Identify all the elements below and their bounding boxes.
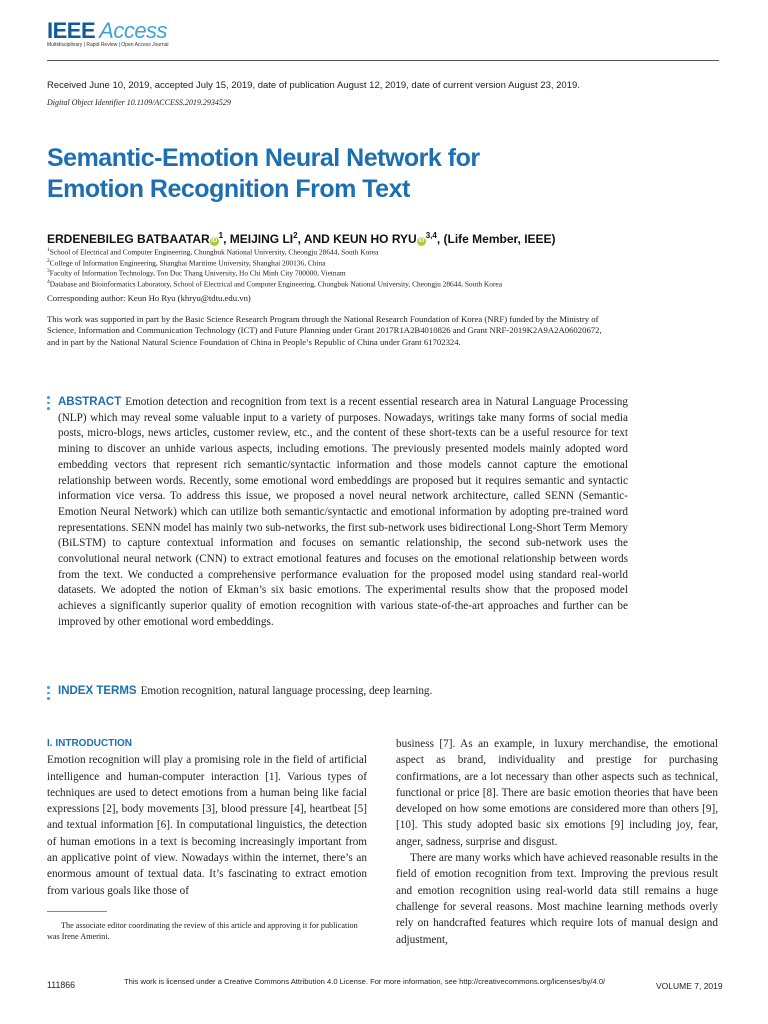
affiliation: $^4$Database and Bioinformatics Laboratory, School of Electrical and Computer Engineering, Chungbuk National University, Cheongju 28644, South Korea [47, 278, 502, 288]
orcid-icon[interactable]: iD [418, 238, 425, 244]
paper-title [47, 143, 607, 205]
abstract-marker-icon [47, 396, 50, 413]
intro-paragraph: Emotion recognition will play a promising role in the field of artificial intelligence and human-computer interaction [1]. Various types of techniques are used to detect emotions from a human being like facial expressions [2], body movements [3], blood pressure [4], heartbeat [5] and textual information [6]. In computational linguistics, the detection of human emotions in a text is becoming increasingly important from an applicative point of view. Nowadays within the internet, there’s an enormous amount of textual data. It’s fascinating to extract emotion from various goals like those of [47, 754, 367, 897]
journal-logo [47, 18, 267, 58]
logo-access-text: Access [99, 18, 168, 43]
logo-tagline: Multidisciplinary | Rapid Review | Open Access Journal [47, 42, 169, 48]
page-number: 111866 [47, 980, 76, 990]
title-line-2: Emotion Recognition From Text [47, 175, 410, 203]
author-2-sup: 2 [293, 231, 298, 240]
footnote-divider [47, 911, 107, 912]
right-column [396, 736, 718, 948]
author-3-suffix: , (Life Member, IEEE) [436, 232, 556, 246]
volume-label: VOLUME 7, 2019 [656, 981, 723, 991]
index-terms-label: INDEX TERMS [58, 685, 137, 697]
affiliation: $^2$College of Information Engineering, Shanghai Maritime University, Shanghai 200136, China [47, 257, 326, 267]
intro-paragraph: There are many works which have achieved reasonable results in the field of emotion recognition from text. Improving the previous result and emotion recognition using real-world data still remains a huge challenge for several reasons. Most machine learning methods overly rely on handcrafted features which require lots of manual design and adjustment, [396, 852, 718, 946]
index-terms-text: Emotion recognition, natural language processing, deep learning. [140, 685, 433, 697]
abstract-text: Emotion detection and recognition from text is a recent essential research area in Natural Language Processing (NLP) which may reveal some valuable input to a variety of purposes. Nowadays, writings take many forms of social media posts, micro-blogs, news articles, customer review, etc., and the content of these short-texts can be a useful resource for text mining to discover an unhide various aspects, including emotions. The previously presented models mainly adopted word embedding vectors that represent rich semantic/syntactic information and those models cannot capture the emotional relationship between words. Recently, some emotional word embeddings are proposed but it requires semantic and syntactic information vice versa. To address this issue, we proposed a novel neural network architecture, called SENN (Semantic-Emotion Neural Network) which can utilize both semantic/syntactic and emotional information by adopting pre-trained word representations. SENN model has mainly two sub-networks, the first sub-network uses bidirectional Long-Short Term Memory (BiLSTM) to capture contextual information and focuses on semantic relationship, the second sub-network uses the convolutional neural network (CNN) to extract emotional features and focuses on the emotional relationship between words from the text. We conducted a comprehensive performance evaluation for the proposed model using standard real-world datasets. We adopted the notion of Ekman’s six basic emotions. The experimental results show that the proposed model achieves a significantly superior quality of emotion recognition with various state-of-the-art approaches and further can be improved by other emotional word embeddings. [58, 396, 628, 628]
corresponding-author: Corresponding author: Keun Ho Ryu (khryu@tdtu.edu.vn) [47, 293, 251, 303]
affiliation: $^1$School of Electrical and Computer Engineering, Chungbuk National University, Cheongju 28644, South Korea [47, 247, 379, 257]
license-notice[interactable]: This work is licensed under a Creative Commons Attribution 4.0 License. For more information, see http://creativecommons.org/licenses/by/4.0/ [124, 977, 606, 986]
abstract-label: ABSTRACT [58, 396, 122, 408]
affiliation: $^3$Faculty of Information Technology, Ton Duc Thang University, Ho Chi Minh City 700000, Vietnam [47, 268, 346, 278]
footnote: The associate editor coordinating the review of this article and approving it for publication was Irene Amerini. [47, 921, 358, 941]
index-terms [58, 685, 628, 697]
header-divider [47, 60, 719, 61]
author-1: ERDENEBILEG BATBAATAR [47, 232, 210, 246]
section-heading: I. INTRODUCTION [47, 738, 132, 749]
author-3-sup: 3,4 [425, 231, 437, 240]
intro-paragraph: business [7]. As an example, in luxury merchandise, the emotional aspect as brand, individuality and prestige for purchasing confirmations, are a lot necessary than other aspects such as technical, functional or price [8]. There are basic emotion theories that have been developed on how some emotions are considered more than others [9], [10]. This study adopted basic six emotions [9] including joy, fear, anger, sadness, surprise and disgust. [396, 738, 718, 848]
received-dates: Received June 10, 2019, accepted July 15, 2019, date of publication August 12, 2019, date of current version August 23, 2019. [47, 80, 580, 91]
author-2: , MEIJING LI [223, 232, 294, 246]
logo-ieee-text: IEEE [47, 18, 96, 43]
author-list [47, 231, 556, 246]
index-terms-marker-icon [47, 686, 50, 703]
author-1-sup: 1 [218, 231, 224, 240]
orcid-icon[interactable]: iD [211, 238, 218, 244]
doi: Digital Object Identifier 10.1109/ACCESS.2019.2934529 [47, 98, 231, 107]
title-line-1: Semantic-Emotion Neural Network for [47, 144, 480, 172]
abstract [58, 395, 628, 631]
left-column [47, 736, 367, 899]
author-3: , AND KEUN HO RYU [297, 232, 417, 246]
funding-statement: This work was supported in part by the Basic Science Research Program through the National Research Foundation of Korea (NRF) funded by the Ministry of Science, Information and Communication Technology (ICT) and Future Planning under Grant 2017R1A2B4010826 and Grant NRF-2019K2A9A2A06020672, and in part by the National Natural Science Foundation of China in People’s Republic of China under Grant 61702324. [47, 314, 602, 347]
